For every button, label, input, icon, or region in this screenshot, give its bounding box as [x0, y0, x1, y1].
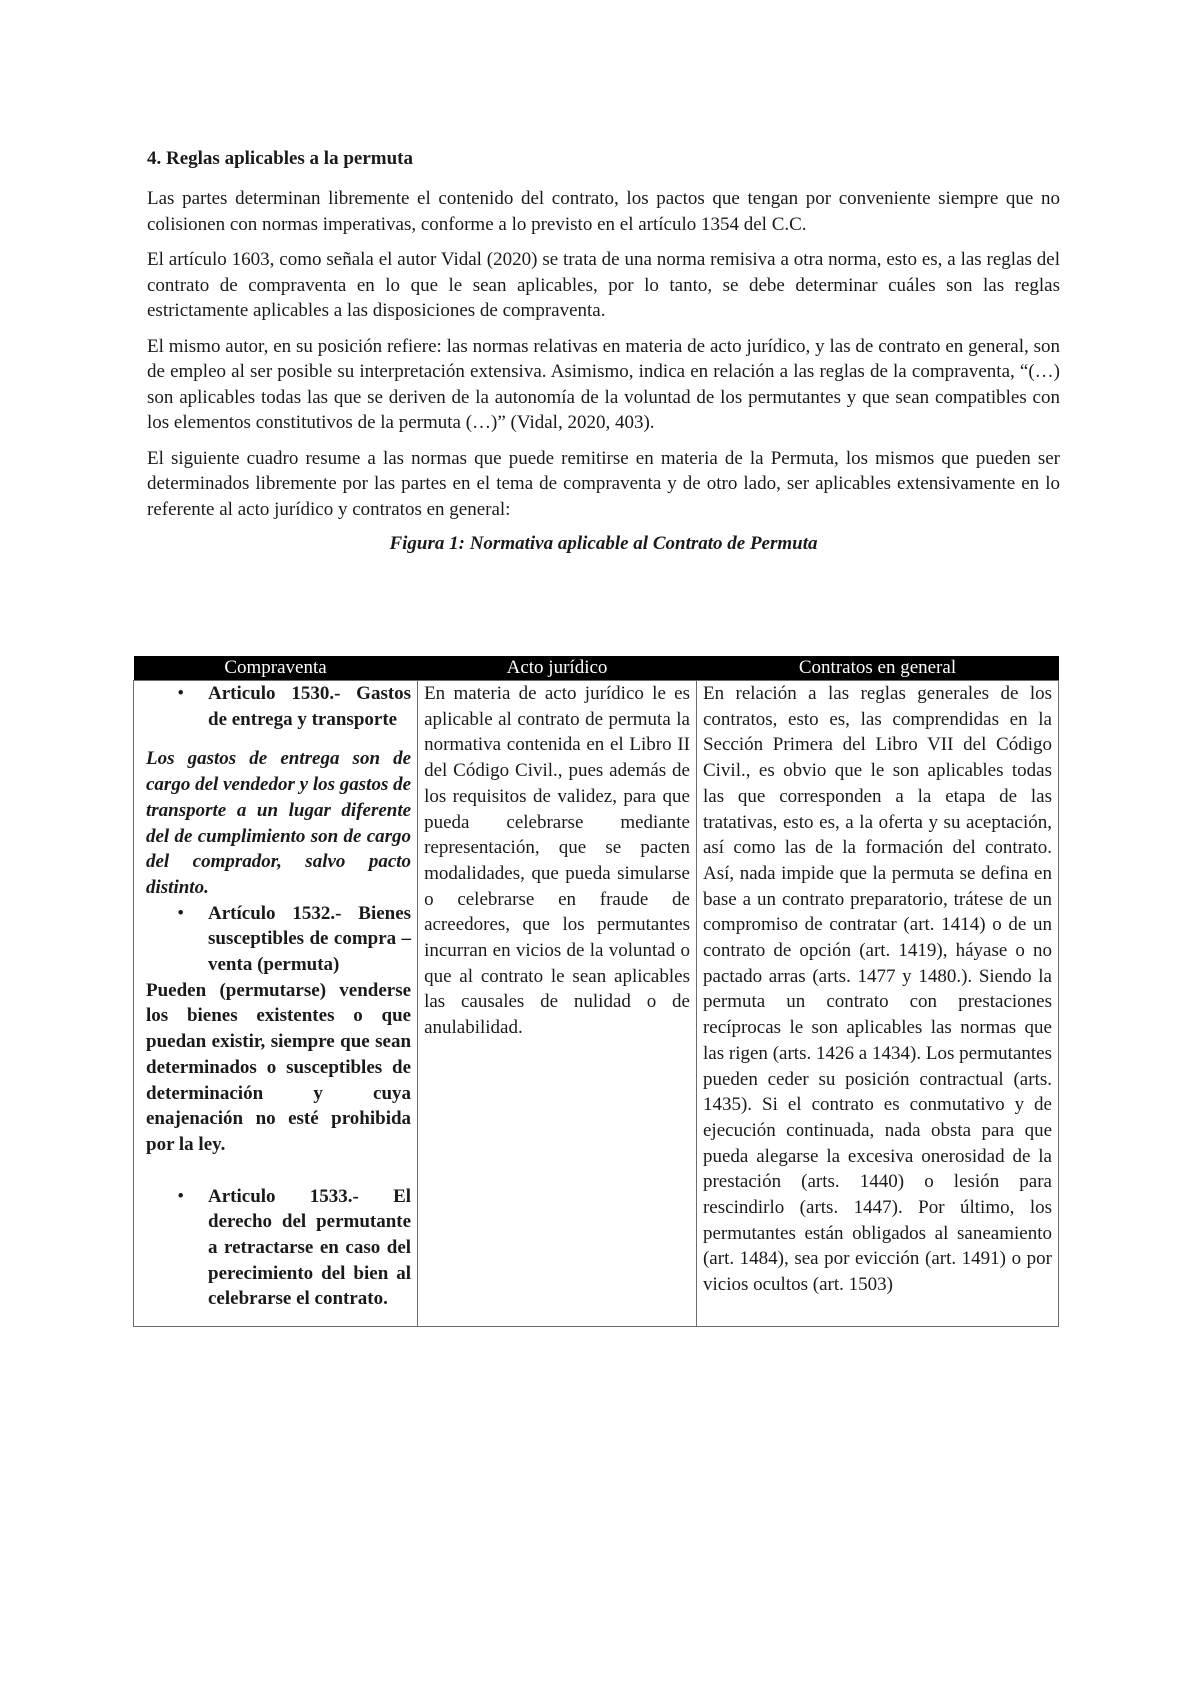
paragraph-1: Las partes determinan libremente el contenido del contrato, los pactos que tengan por conveniente siempre que no colisionen con normas imperativas, conforme a lo previsto en el artículo 1354 del C.C.	[147, 188, 1060, 235]
section-heading: 4. Reglas aplicables a la permuta	[147, 148, 413, 169]
bullet-1530-title: Articulo 1530.- Gastos de entrega y transporte	[208, 683, 412, 730]
bullet-1532-title: Artículo 1532.- Bienes susceptibles de compra – venta (permuta)	[208, 902, 412, 976]
cell-compraventa	[134, 681, 418, 1327]
paragraph-4: El siguiente cuadro resume a las normas que puede remitirse en materia de la Permuta, los mismos que pueden ser determinados libremente por las partes en el tema de compraventa y de otro lado, ser aplicables extensivamente en lo referente al acto jurídico y contratos en general:	[147, 447, 1060, 520]
bullet-1532-text: Pueden (permutarse) venderse los bienes existentes o que puedan existir, siempre que sean determinados o susceptibles de determinación y cuya enajenación no esté prohibida por la ley.	[146, 979, 412, 1155]
header-contratos-general: Contratos en general	[696, 656, 1058, 681]
cell-contratos-general: En relación a las reglas generales de los contratos, esto es, las comprendidas en la Sección Primera del Libro VII del Código Civil., es obvio que le son aplicables todas las que corresponden a la etapa de las tratativas, esto es, a la oferta y su aceptación, así como las de la formación del contrato. Así, nada impide que la permuta se defina en base a un contrato preparatorio, trátese de un compromiso de contratar (art. 1414) o de un contrato de opción (art. 1419), háyase o no pactado arras (arts. 1477 y 1480.). Siendo la permuta un contrato con prestaciones recíprocas le son aplicables las normas que las rigen (arts. 1426 a 1434). Los permutantes pueden ceder su posición contractual (arts. 1435). Si el contrato es conmutativo y de ejecución continuada, nada obsta para que pueda alegarse la excesiva onerosidad de la prestación (arts. 1440) o lesión para rescindirlo (arts. 1447). Por último, los permutantes están obligados al saneamiento (art. 1484), sea por evicción (art. 1491) o por vicios ocultos (art. 1503)	[696, 681, 1058, 1327]
header-acto-juridico: Acto jurídico	[418, 656, 697, 681]
figure-caption: Figura 1: Normativa aplicable al Contrato de Permuta	[389, 533, 818, 554]
paragraph-3: El mismo autor, en su posición refiere: las normas relativas en materia de acto jurídico, y las de contrato en general, son de empleo al ser posible su interpretación extensiva. Asimismo, indica en relación a las reglas de la compraventa, “(…) son aplicables todas las que se deriven de la autonomía de la voluntad de los permutantes y que sean compatibles con los elementos constitutivos de la permuta (…)” (Vidal, 2020, 403).	[147, 335, 1060, 433]
table-row	[134, 681, 1059, 1327]
normativa-table	[133, 656, 1059, 1327]
paragraph-2: El artículo 1603, como señala el autor Vidal (2020) se trata de una norma remisiva a otra norma, esto es, a las reglas del contrato de compraventa en lo que le sean aplicables, por lo tanto, se debe determinar cuáles son las reglas estrictamente aplicables a las disposiciones de compraventa.	[147, 249, 1060, 321]
bullet-item-1532	[134, 901, 411, 978]
cell-acto-juridico: En materia de acto jurídico le es aplicable al contrato de permuta la normativa contenida en el Libro II del Código Civil., pues además de los requisitos de validez, para que pueda celebrarse mediante representación, que se pacten modalidades, que pueda simularse o celebrarse en fraude de acreedores, que los permutantes incurran en vicios de la voluntad o que al contrato le sean aplicables las causales de nulidad o de anulabilidad.	[418, 681, 697, 1327]
document-page	[147, 146, 1060, 564]
bullet-item-1533	[134, 1184, 411, 1313]
header-compraventa: Compraventa	[134, 656, 418, 681]
bullet-icon: •	[177, 683, 184, 704]
bullet-1533-title: Articulo 1533.- El derecho del permutante a retractarse en caso del perecimiento del bien al celebrarse el contrato.	[208, 1185, 412, 1310]
bullet-1530-text: Los gastos de entrega son de cargo del vendedor y los gastos de transporte a un lugar diferente del de cumplimiento son de cargo del comprador, salvo pacto distinto.	[146, 748, 412, 898]
table-header-row	[134, 656, 1059, 681]
bullet-item-1530	[134, 681, 411, 732]
bullet-icon: •	[177, 1185, 184, 1207]
bullet-icon: •	[177, 902, 184, 924]
